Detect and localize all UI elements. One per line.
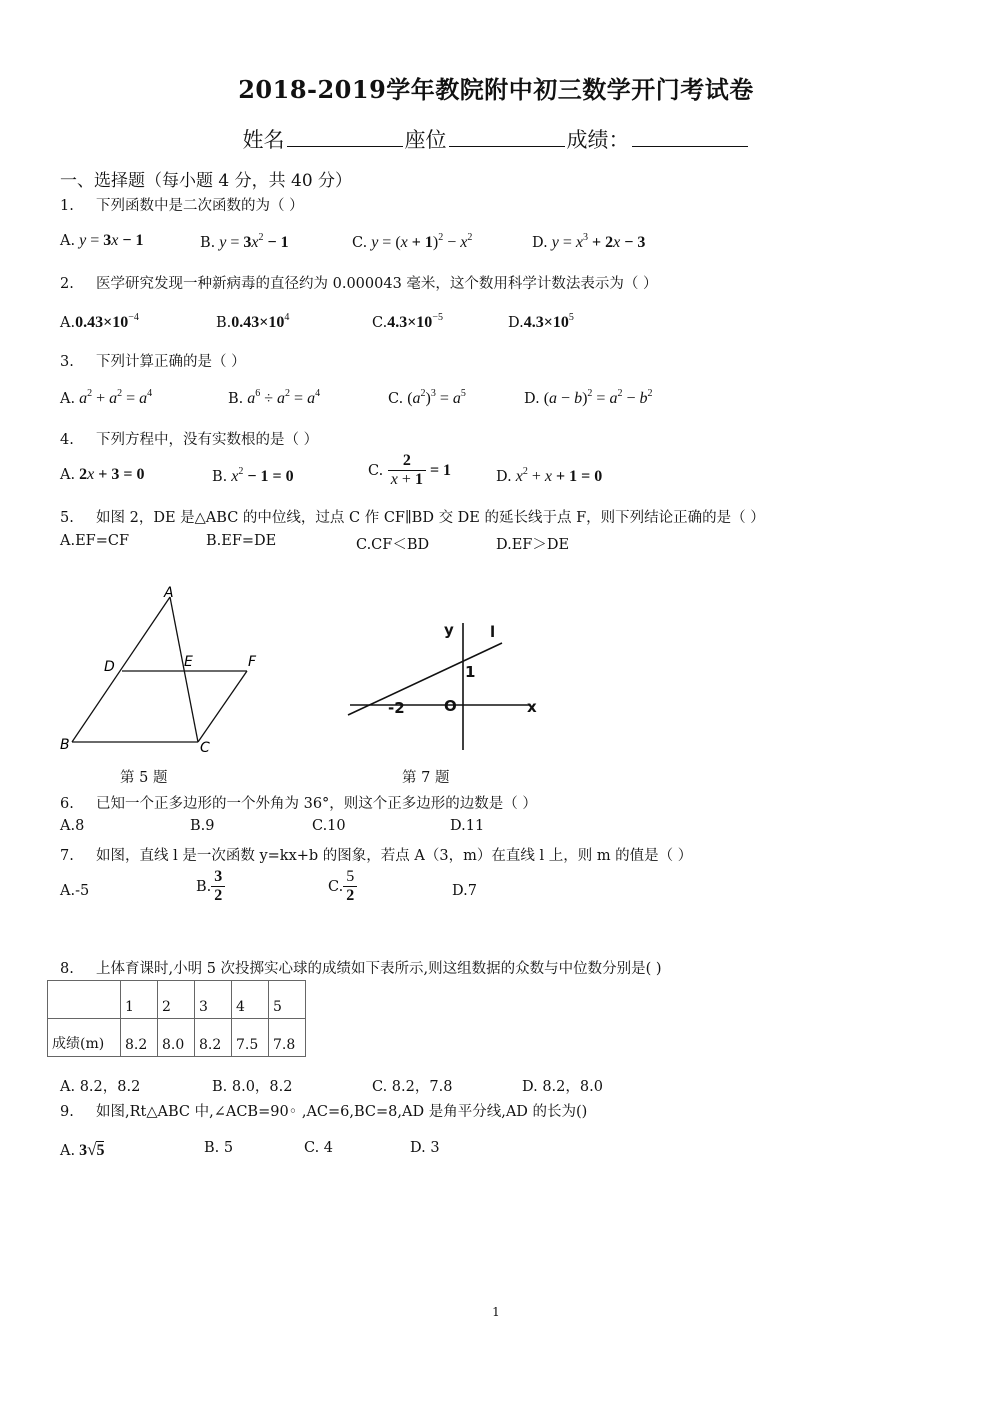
label-1: 1 bbox=[465, 663, 476, 681]
q6-option-a: A.8 bbox=[60, 818, 85, 834]
q6-option-b: B.9 bbox=[190, 818, 215, 834]
score-label: 成绩： bbox=[566, 128, 630, 152]
label-y: y bbox=[444, 621, 454, 639]
label-l: l bbox=[490, 623, 496, 641]
q7-option-c: C. $\frac{5}{2}$ bbox=[328, 868, 357, 906]
table-cell: 1 bbox=[121, 981, 158, 1019]
score-blank[interactable] bbox=[632, 126, 748, 147]
q1-option-a: A. y = 3x − 1 bbox=[60, 232, 144, 249]
q8-option-a: A. 8.2，8.2 bbox=[60, 1079, 141, 1095]
q4-option-c: C. $\frac{2}{x + 1}$ = 1 bbox=[368, 452, 452, 489]
question-4: 4. 下列方程中，没有实数根的是（ ） bbox=[60, 432, 319, 448]
q3-option-b: B. $a^6 \div a^2 = a^4$ bbox=[228, 388, 321, 407]
segment-ab bbox=[72, 597, 170, 742]
label-e: E bbox=[184, 654, 193, 670]
q5-option-c: C.CF＜BD bbox=[356, 537, 430, 553]
q8-option-b: B. 8.0，8.2 bbox=[212, 1079, 293, 1095]
score-table bbox=[47, 980, 306, 1057]
page-title: 2018-2019学年教院附中初三数学开门考试卷 bbox=[238, 75, 754, 104]
q7-option-b: B. $\frac{3}{2}$ bbox=[196, 868, 225, 906]
table-cell: 4 bbox=[232, 981, 269, 1019]
q8-option-c: C. 8.2，7.8 bbox=[372, 1079, 453, 1095]
q5-option-b: B.EF=DE bbox=[206, 533, 277, 549]
q9-option-a: A. 3√5 bbox=[60, 1140, 105, 1159]
section-heading: 一、选择题（每小题 4 分，共 40 分） bbox=[60, 171, 353, 191]
name-blank[interactable] bbox=[287, 126, 403, 147]
question-2: 2. 医学研究发现一种新病毒的直径约为 0.000043 毫米，这个数用科学计数法表示为（ ） bbox=[60, 276, 658, 292]
table-cell: 5 bbox=[269, 981, 306, 1019]
q9-option-d: D. 3 bbox=[410, 1140, 440, 1156]
q7-option-a: A.-5 bbox=[60, 883, 90, 899]
q1-option-d: D. $y = x^3 + 2x - 3$ bbox=[532, 232, 646, 251]
question-1: 1. 下列函数中是二次函数的为（ ） bbox=[60, 198, 304, 214]
table-header-row bbox=[48, 981, 306, 1019]
label-a: A bbox=[164, 585, 174, 601]
question-7: 7. 如图，直线 l 是一次函数 y=kx+b 的图象，若点 A（3，m）在直线 l 上，则 m 的值是（ ） bbox=[60, 848, 693, 864]
q2-option-b: $B.0.43\times 10^4$ bbox=[216, 312, 290, 331]
q2-option-c: $C.4.3\times 10^{-5}$ bbox=[372, 312, 443, 331]
q9-option-c: C. 4 bbox=[304, 1140, 334, 1156]
page-number: 1 bbox=[492, 1305, 500, 1319]
q4-option-d: D. $x^2 + x + 1 = 0$ bbox=[496, 466, 603, 485]
table-cell: 8.2 bbox=[195, 1019, 232, 1057]
q2-option-a: $A.0.43\times 10^{-4}$ bbox=[60, 312, 139, 331]
seat-blank[interactable] bbox=[449, 126, 565, 147]
label-d: D bbox=[104, 659, 115, 675]
q3-option-a: A. $a^2 + a^2 = a^4$ bbox=[60, 388, 153, 407]
table-cell: 成绩(m) bbox=[48, 1019, 121, 1057]
q8-option-d: D. 8.2，8.0 bbox=[522, 1079, 603, 1095]
figure-5-caption: 第 5 题 bbox=[120, 770, 168, 786]
label-origin: O bbox=[444, 697, 457, 715]
figure-7-caption: 第 7 题 bbox=[402, 770, 450, 786]
table-row bbox=[48, 1019, 306, 1057]
q5-option-d: D.EF＞DE bbox=[496, 537, 570, 553]
label-f: F bbox=[248, 654, 257, 670]
q3-option-d: D. $(a - b)^2 = a^2 - b^2$ bbox=[524, 388, 653, 407]
q5-option-a: A.EF=CF bbox=[60, 533, 130, 549]
figure-5-parallelogram bbox=[52, 585, 292, 760]
q6-option-c: C.10 bbox=[312, 818, 346, 834]
table-cell bbox=[48, 981, 121, 1019]
table-cell: 3 bbox=[195, 981, 232, 1019]
table-cell: 8.0 bbox=[158, 1019, 195, 1057]
label-neg2: -2 bbox=[388, 699, 405, 717]
q4-option-b: B. $x^2 - 1 = 0$ bbox=[212, 466, 294, 485]
q7-option-d: D.7 bbox=[452, 883, 477, 899]
question-9: 9. 如图,Rt△ABC 中,∠ACB=90◦ ,AC=6,BC=8,AD 是角平分线,AD 的长为() bbox=[60, 1104, 588, 1120]
question-6: 6. 已知一个正多边形的一个外角为 36°，则这个正多边形的边数是（ ） bbox=[60, 796, 537, 812]
student-info-line bbox=[0, 124, 992, 154]
segment-cf bbox=[198, 671, 247, 742]
name-label: 姓名 bbox=[242, 128, 285, 152]
label-b: B bbox=[60, 737, 70, 753]
q9-option-b: B. 5 bbox=[204, 1140, 234, 1156]
figure-7-line-graph bbox=[340, 615, 550, 755]
question-8: 8. 上体育课时,小明 5 次投掷实心球的成绩如下表所示,则这组数据的众数与中位数分别是( ) bbox=[60, 961, 662, 977]
table-cell: 7.5 bbox=[232, 1019, 269, 1057]
q1-option-c: C. $y = (x + 1)^2 - x^2$ bbox=[352, 232, 473, 251]
q6-option-d: D.11 bbox=[450, 818, 485, 834]
question-3: 3. 下列计算正确的是（ ） bbox=[60, 354, 246, 370]
question-5: 5. 如图 2，DE 是△ABC 的中位线，过点 C 作 CF∥BD 交 DE 的延长线于点 F，则下列结论正确的是（ ） bbox=[60, 510, 765, 526]
table-cell: 7.8 bbox=[269, 1019, 306, 1057]
table-cell: 2 bbox=[158, 981, 195, 1019]
q1-option-b: B. $y = 3x^2 - 1$ bbox=[200, 232, 289, 251]
q4-option-a: A. 2x + 3 = 0 bbox=[60, 466, 145, 483]
label-c: C bbox=[200, 740, 210, 756]
q2-option-d: $D.4.3\times 10^5$ bbox=[508, 312, 574, 331]
table-cell: 8.2 bbox=[121, 1019, 158, 1057]
label-x: x bbox=[527, 698, 537, 716]
seat-label: 座位 bbox=[404, 128, 447, 152]
q3-option-c: C. $(a^2)^3 = a^5$ bbox=[388, 388, 466, 407]
